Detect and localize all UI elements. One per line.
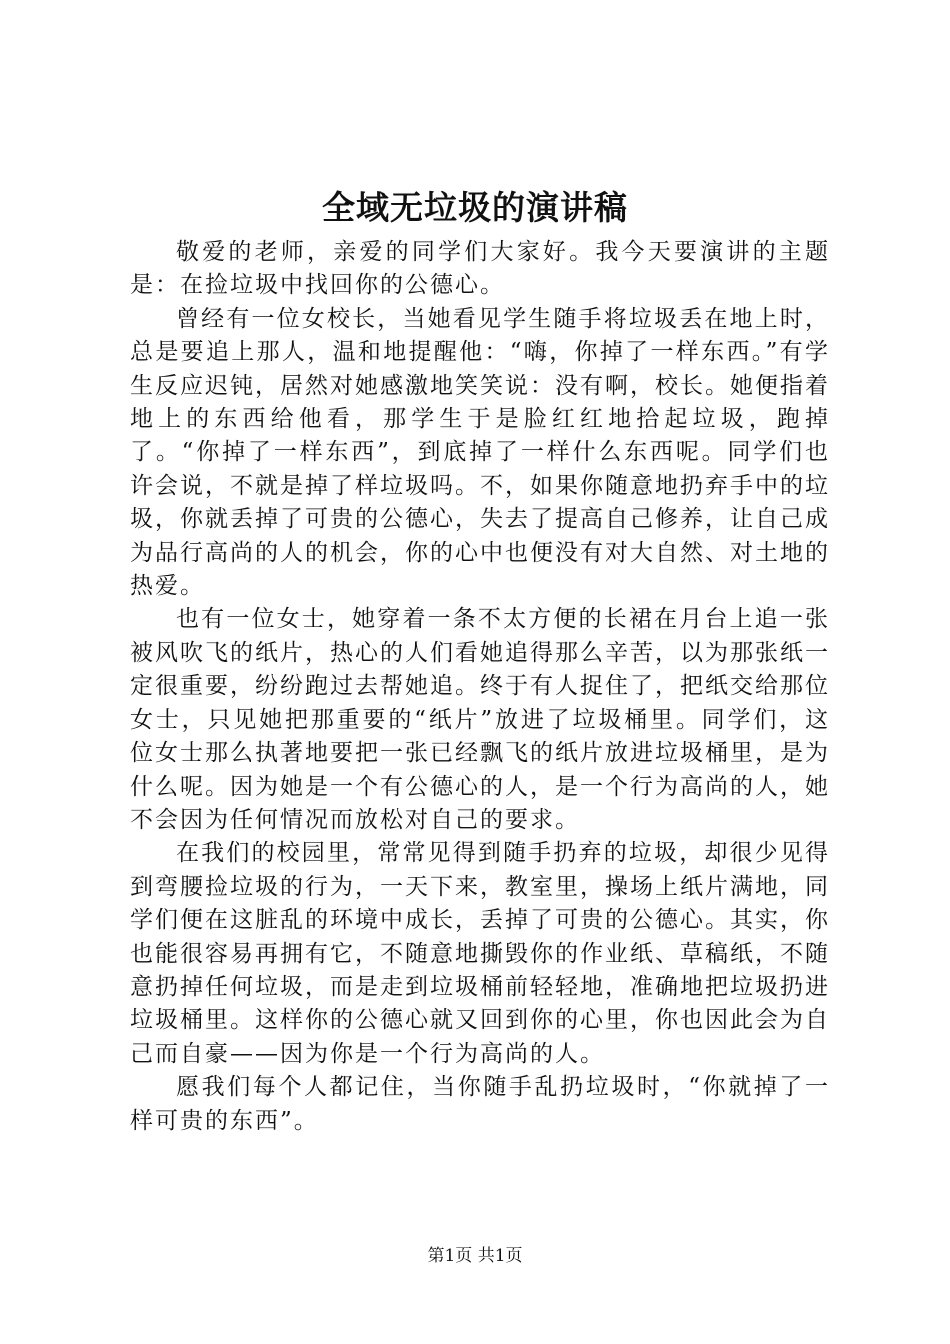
paragraph: 在我们的校园里，常常见得到随手扔弃的垃圾，却很少见得到弯腰捡垃圾的行为，一天下来，教室里，操场上纸片满地，同学们便在这脏乱的环境中成长，丢掉了可贵的公德心。其实，你也能很容易再拥有它，不随意地撕毁你的作业纸、草稿纸，不随意扔掉任何垃圾，而是走到垃圾桶前轻轻地，准确地把垃圾扔进垃圾桶里。这样你的公德心就又回到你的心里，你也因此会为自己而自豪——因为你是一个行为高尚的人。 xyxy=(130,840,830,1067)
document-body xyxy=(130,236,830,1138)
paragraph: 曾经有一位女校长，当她看见学生随手将垃圾丢在地上时，总是要追上那人，温和地提醒他：“嗨，你掉了一样东西。”有学生反应迟钝，居然对她感激地笑笑说：没有啊，校长。她便指着地上的东西给他看，那学生于是脸红红地拾起垃圾，跑掉了。“你掉了一样东西”，到底掉了一样什么东西呢。同学们也许会说，不就是掉了样垃圾吗。不，如果你随意地扔弃手中的垃圾，你就丢掉了可贵的公德心，失去了提高自己修养，让自己成为品行高尚的人的机会，你的心中也便没有对大自然、对土地的热爱。 xyxy=(130,305,830,600)
paragraph: 愿我们每个人都记住，当你随手乱扔垃圾时，“你就掉了一样可贵的东西”。 xyxy=(130,1074,830,1134)
paragraph: 敬爱的老师，亲爱的同学们大家好。我今天要演讲的主题是：在捡垃圾中找回你的公德心。 xyxy=(130,239,830,299)
page-footer: 第1页 共1页 xyxy=(427,1246,523,1266)
paragraph: 也有一位女士，她穿着一条不太方便的长裙在月台上追一张被风吹飞的纸片，热心的人们看她追得那么辛苦，以为那张纸一定很重要，纷纷跑过去帮她追。终于有人捉住了，把纸交给那位女士，只见她把那重要的“纸片”放进了垃圾桶里。同学们，这位女士那么执著地要把一张已经飘飞的纸片放进垃圾桶里，是为什么呢。因为她是一个有公德心的人，是一个行为高尚的人，她不会因为任何情况而放松对自己的要求。 xyxy=(130,606,830,833)
document-title: 全域无垃圾的演讲稿 xyxy=(322,188,628,227)
